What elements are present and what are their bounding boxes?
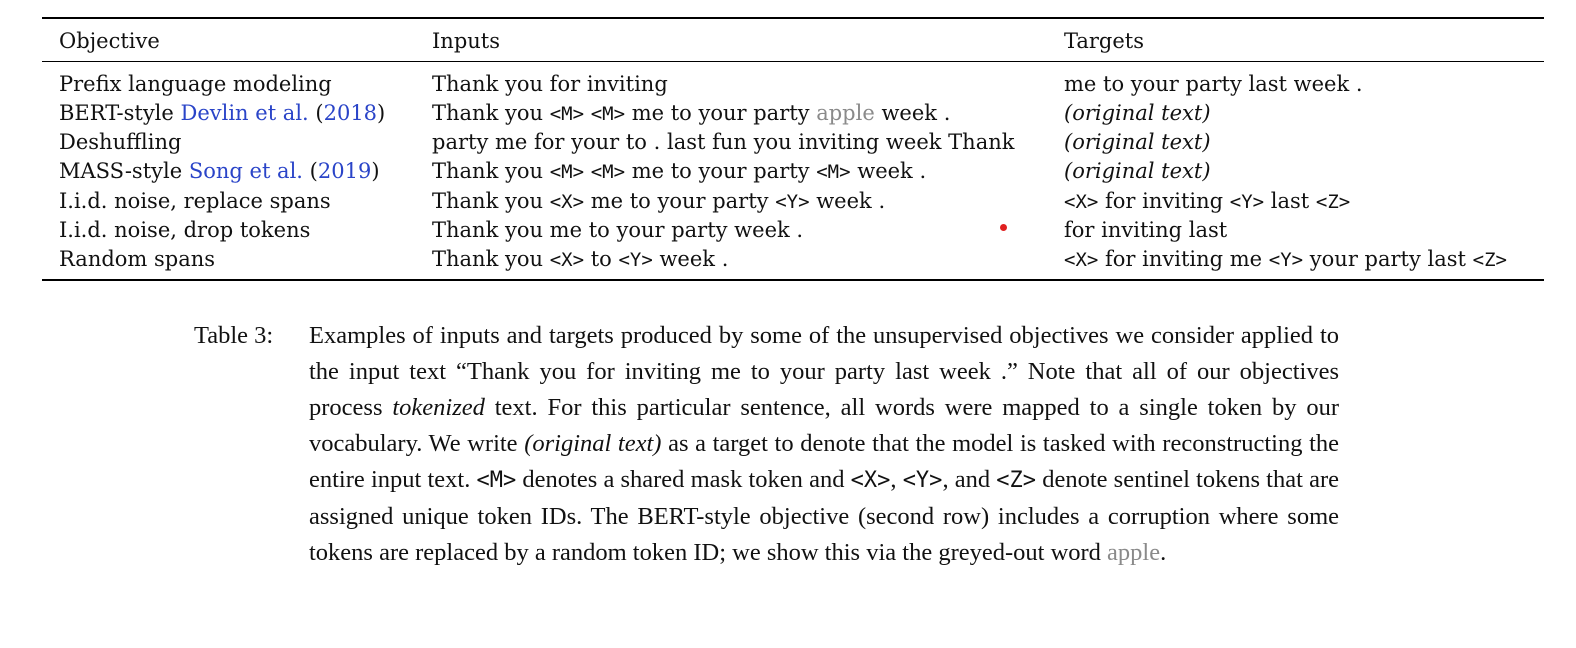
table-cell-targets <box>1064 157 1211 185</box>
text-run: to <box>584 247 619 271</box>
table-bottom-rule <box>42 279 1544 281</box>
text-run: week . <box>809 189 886 213</box>
table-cell-objective <box>59 99 385 127</box>
sentinel-token: <Y> <box>1268 249 1304 271</box>
greyed-word: apple <box>1107 539 1161 566</box>
text-run: ( <box>308 101 324 125</box>
sentinel-token: <Z> <box>1472 249 1507 271</box>
sentinel-token: <M> <box>816 161 851 183</box>
text-run: I.i.d. noise, replace spans <box>59 189 331 213</box>
text-run: ) <box>377 101 386 125</box>
sentinel-token: <X> <box>549 249 585 271</box>
table-header-rule <box>42 61 1544 62</box>
table-cell-inputs <box>432 157 926 186</box>
table-cell-inputs <box>432 99 950 128</box>
text-run: ( <box>302 159 318 183</box>
text-run: Prefix language modeling <box>59 72 332 96</box>
table-cell-objective <box>59 128 181 156</box>
text-run: , <box>890 466 903 493</box>
citation-link[interactable]: Devlin et al. <box>180 101 309 125</box>
text-run: ) <box>371 159 380 183</box>
text-run: BERT-style <box>59 101 181 125</box>
text-run: for inviting last <box>1064 218 1228 242</box>
text-run <box>584 101 591 125</box>
citation-link[interactable]: 2018 <box>323 101 378 125</box>
text-run: Thank you me to your party week . <box>432 218 804 242</box>
sentinel-token: <M> <box>590 161 626 183</box>
table-cell-targets <box>1064 245 1507 274</box>
text-run: . <box>1160 539 1167 566</box>
header-inputs: Inputs <box>432 29 501 53</box>
text-run: for inviting me <box>1098 247 1269 271</box>
text-run: MASS-style <box>59 159 189 183</box>
table-cell-objective <box>59 187 331 215</box>
text-run: me to your party <box>625 159 817 183</box>
text-run: Random spans <box>59 247 216 271</box>
sentinel-token: <X> <box>1064 191 1099 213</box>
italic-text: (original text) <box>524 430 662 457</box>
red-marker-dot <box>1000 224 1007 231</box>
sentinel-token: <Z> <box>1315 191 1351 213</box>
italic-text: (original text) <box>1064 101 1211 125</box>
table-cell-targets <box>1064 99 1211 127</box>
text-run: last <box>1264 189 1316 213</box>
table-cell-objective <box>59 70 332 98</box>
text-run: as a target to denote that the model is tasked with reconstructing the entire input text. <box>309 430 1339 493</box>
sentinel-token: <Z> <box>996 468 1037 493</box>
table-cell-inputs <box>432 245 728 274</box>
text-run: I.i.d. noise, drop tokens <box>59 218 311 242</box>
sentinel-token: <X> <box>850 468 891 493</box>
table-cell-targets <box>1064 128 1211 156</box>
sentinel-token: <X> <box>1064 249 1099 271</box>
sentinel-token: <M> <box>590 103 626 125</box>
italic-text: (original text) <box>1064 130 1211 154</box>
text-run: denote sentinel tokens that are assigned unique token IDs. The BERT-style objective (second row) includes a corruption where some tokens are replaced by a random token ID; we show this via the greyed-out word <box>309 466 1340 566</box>
italic-text: tokenized <box>392 394 485 421</box>
sentinel-token: <M> <box>549 103 585 125</box>
text-run: Thank you <box>432 159 550 183</box>
text-run: party me for your to . last fun you inviting week Thank <box>432 130 1015 154</box>
sentinel-token: <M> <box>549 161 585 183</box>
citation-link[interactable]: Song et al. <box>188 159 303 183</box>
text-run: Examples of inputs and targets produced by some of the unsupervised objectives we consider applied to the input text “Thank you for inviting me to your party last week .” Note that all of our objectives process <box>309 322 1339 421</box>
caption-text <box>309 318 1339 571</box>
text-run: week . <box>874 101 951 125</box>
table-cell-objective <box>59 245 215 273</box>
table-cell-objective <box>59 216 310 244</box>
text-run: for inviting <box>1098 189 1230 213</box>
table-cell-targets <box>1064 187 1350 216</box>
sentinel-token: <M> <box>476 468 517 493</box>
sentinel-token: <Y> <box>775 191 810 213</box>
text-run: your party last <box>1303 247 1473 271</box>
text-run: me to your party <box>625 101 817 125</box>
table-cell-inputs <box>432 128 1014 156</box>
text-run: me to your party last week . <box>1064 72 1363 96</box>
table-cell-objective <box>59 157 380 185</box>
sentinel-token: <Y> <box>902 468 943 493</box>
text-run: me to your party <box>584 189 776 213</box>
header-targets: Targets <box>1064 29 1145 53</box>
table-cell-targets <box>1064 70 1363 98</box>
text-run: denotes a shared mask token and <box>516 466 851 493</box>
header-objective: Objective <box>59 29 160 53</box>
text-run: Thank you <box>432 247 550 271</box>
citation-link[interactable]: 2019 <box>317 159 372 183</box>
text-run: Deshuffling <box>59 130 182 154</box>
caption-label: Table 3: <box>194 322 274 349</box>
greyed-word: apple <box>816 101 875 125</box>
text-run: week . <box>652 247 729 271</box>
table-cell-inputs <box>432 187 885 216</box>
text-run: Thank you <box>432 189 550 213</box>
text-run: text. For this particular sentence, all words were mapped to a single token by our vocabulary. We write <box>309 394 1339 457</box>
table-top-rule <box>42 17 1544 19</box>
sentinel-token: <Y> <box>1229 191 1265 213</box>
sentinel-token: <Y> <box>618 249 653 271</box>
text-run: , and <box>942 466 997 493</box>
table-cell-targets <box>1064 216 1227 244</box>
sentinel-token: <X> <box>549 191 585 213</box>
text-run: week . <box>850 159 927 183</box>
table-cell-inputs <box>432 70 668 98</box>
text-run: Thank you <box>432 101 550 125</box>
text-run <box>584 159 591 183</box>
italic-text: (original text) <box>1064 159 1211 183</box>
text-run: Thank you for inviting <box>432 72 668 96</box>
table-cell-inputs <box>432 216 803 244</box>
